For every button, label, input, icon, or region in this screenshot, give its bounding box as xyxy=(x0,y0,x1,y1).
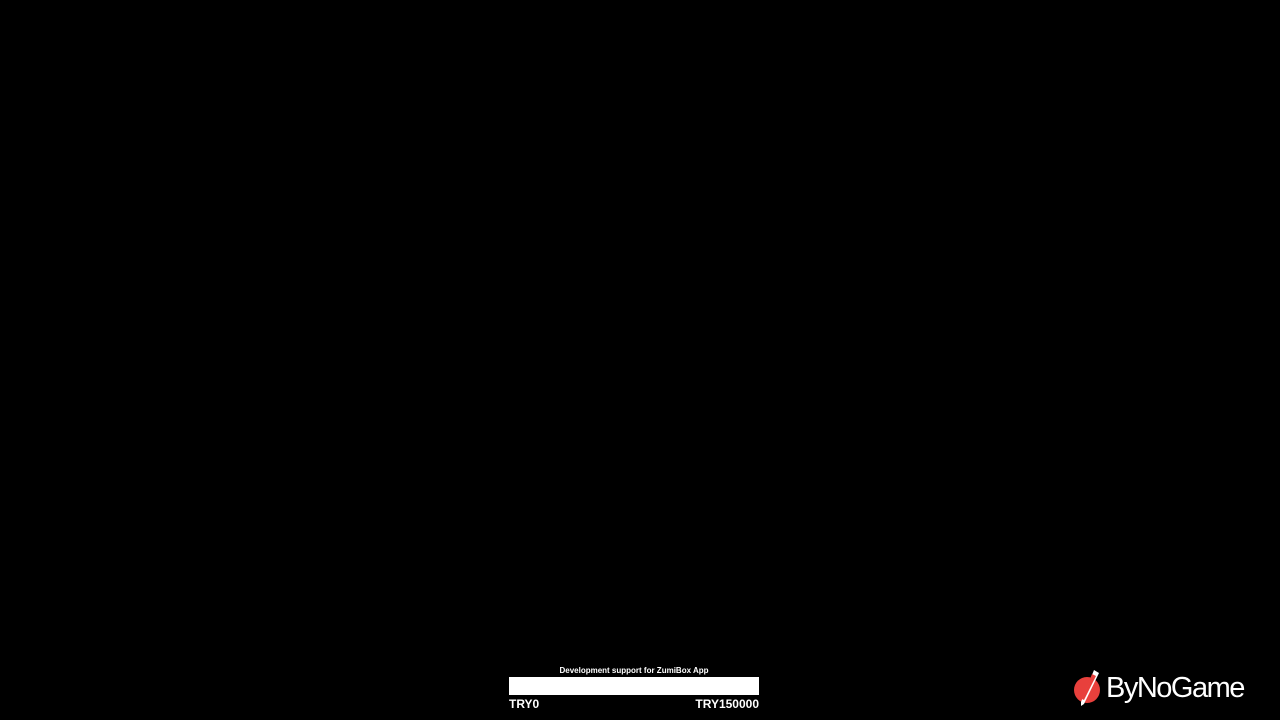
donation-progress-bar xyxy=(509,677,759,695)
brand-wordmark: ByNoGame xyxy=(1106,672,1244,704)
donation-goal-widget xyxy=(509,665,759,715)
donation-goal-max-label: TRY150000 xyxy=(695,697,759,711)
bynogame-logo xyxy=(1072,666,1262,710)
bynogame-logo-icon xyxy=(1072,668,1104,708)
donation-goal-min-label: TRY0 xyxy=(509,697,540,711)
donation-goal-title: Development support for ZumiBox App xyxy=(559,666,709,675)
